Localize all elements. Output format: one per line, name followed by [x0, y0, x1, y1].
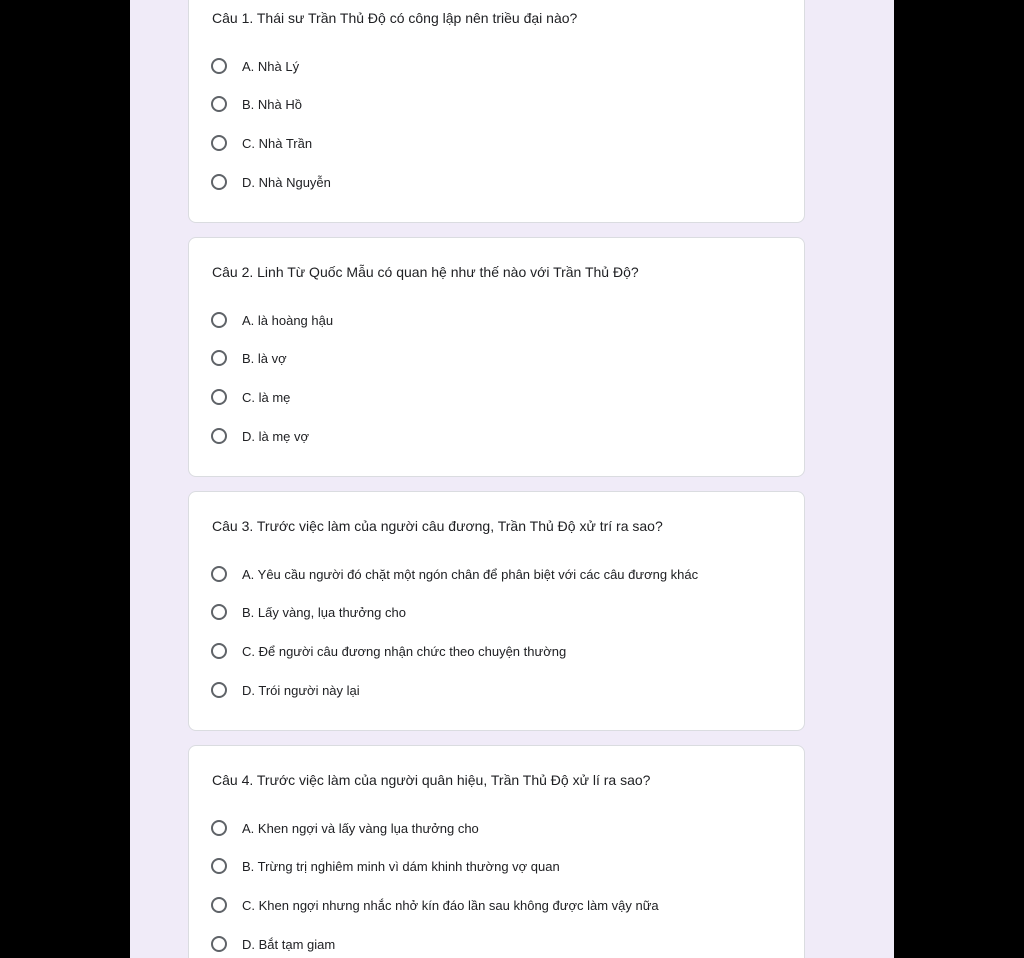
- question-card-1: [188, 0, 805, 223]
- option-label: A. Yêu cầu người đó chặt một ngón chân để phân biệt với các câu đương khác: [242, 566, 699, 582]
- radio-button[interactable]: [211, 820, 227, 836]
- option-label: D. Nhà Nguyễn: [242, 174, 331, 190]
- option-4c[interactable]: [211, 894, 659, 916]
- option-1b[interactable]: [211, 93, 302, 115]
- option-4a[interactable]: [211, 817, 479, 839]
- option-label: C. Nhà Trần: [242, 135, 313, 151]
- radio-button[interactable]: [211, 174, 227, 190]
- option-label: B. Trừng trị nghiêm minh vì dám khinh thường vợ quan: [242, 858, 560, 874]
- option-label: D. Bắt tạm giam: [242, 936, 336, 952]
- option-3c[interactable]: [211, 640, 566, 662]
- question-title: Câu 2. Linh Từ Quốc Mẫu có quan hệ như thế nào với Trần Thủ Độ?: [212, 264, 639, 280]
- radio-button[interactable]: [211, 135, 227, 151]
- option-3b[interactable]: [211, 601, 406, 623]
- option-label: D. Trói người này lại: [242, 682, 360, 698]
- option-label: B. là vợ: [242, 350, 287, 366]
- radio-button[interactable]: [211, 936, 227, 952]
- radio-button[interactable]: [211, 682, 227, 698]
- radio-button[interactable]: [211, 389, 227, 405]
- option-label: B. Lấy vàng, lụa thưởng cho: [242, 604, 406, 620]
- radio-button[interactable]: [211, 96, 227, 112]
- option-label: C. là mẹ: [242, 389, 291, 405]
- radio-button[interactable]: [211, 897, 227, 913]
- radio-button[interactable]: [211, 350, 227, 366]
- radio-button[interactable]: [211, 643, 227, 659]
- option-2b[interactable]: [211, 347, 287, 369]
- option-4d[interactable]: [211, 933, 335, 955]
- question-title: Câu 1. Thái sư Trần Thủ Độ có công lập nên triều đại nào?: [212, 10, 578, 26]
- form-viewport[interactable]: [130, 0, 894, 958]
- option-label: A. là hoàng hậu: [242, 312, 334, 328]
- question-title: Câu 3. Trước việc làm của người câu đương, Trần Thủ Độ xử trí ra sao?: [212, 518, 663, 534]
- option-label: A. Nhà Lý: [242, 58, 300, 74]
- option-2a[interactable]: [211, 309, 333, 331]
- radio-button[interactable]: [211, 858, 227, 874]
- option-2d[interactable]: [211, 425, 309, 447]
- option-2c[interactable]: [211, 386, 290, 408]
- option-3a[interactable]: [211, 563, 698, 585]
- option-label: D. là mẹ vợ: [242, 428, 310, 444]
- option-1c[interactable]: [211, 132, 312, 154]
- option-label: B. Nhà Hồ: [242, 96, 302, 112]
- option-3d[interactable]: [211, 679, 360, 701]
- option-label: A. Khen ngợi và lấy vàng lụa thưởng cho: [242, 820, 479, 836]
- question-card-4: [188, 745, 805, 958]
- question-card-2: [188, 237, 805, 477]
- option-label: C. Để người câu đương nhận chức theo chuyện thường: [242, 643, 567, 659]
- radio-button[interactable]: [211, 58, 227, 74]
- radio-button[interactable]: [211, 428, 227, 444]
- question-title: Câu 4. Trước việc làm của người quân hiệu, Trần Thủ Độ xử lí ra sao?: [212, 772, 651, 788]
- option-4b[interactable]: [211, 855, 560, 877]
- option-1d[interactable]: [211, 171, 331, 193]
- radio-button[interactable]: [211, 604, 227, 620]
- radio-button[interactable]: [211, 312, 227, 328]
- option-label: C. Khen ngợi nhưng nhắc nhở kín đáo lần sau không được làm vậy nữa: [242, 897, 659, 913]
- option-1a[interactable]: [211, 55, 299, 77]
- question-card-3: [188, 491, 805, 731]
- radio-button[interactable]: [211, 566, 227, 582]
